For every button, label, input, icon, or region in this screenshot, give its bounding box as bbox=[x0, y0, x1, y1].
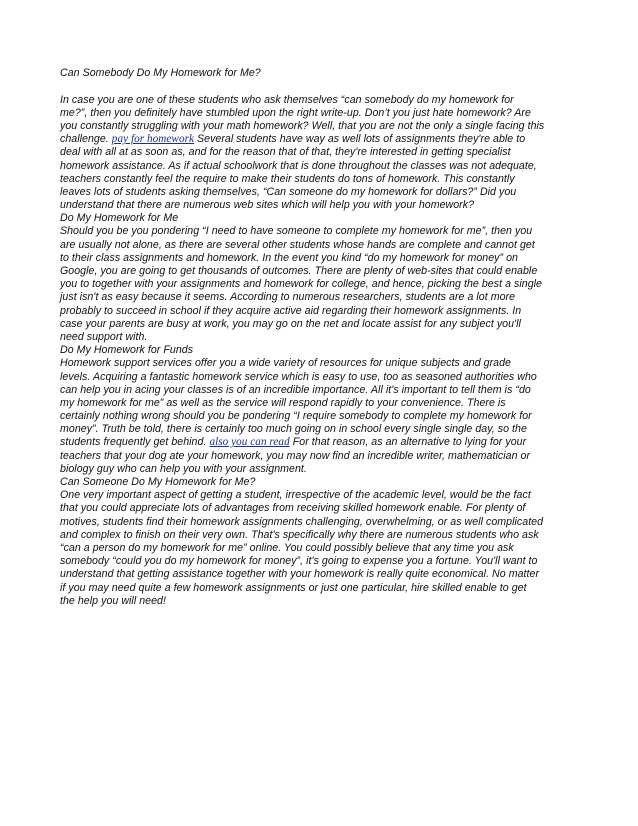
paragraph-text: For that reason, as an alternative to lying for your bbox=[289, 436, 527, 449]
paragraph-line: that you could appreciate lots of advantages from receiving skilled homework enable. For plenty of bbox=[60, 502, 526, 515]
paragraph-line: leaves lots of students asking themselves, “Can someone do my homework for dollars?” Did you bbox=[60, 185, 517, 198]
paragraph-line: understand that getting assistance together with your homework is really quite economical. No matter bbox=[60, 568, 540, 581]
paragraph-line: understand that there are numerous web sites which will help you with your homework? bbox=[60, 199, 475, 212]
paragraph-text: challenge. bbox=[60, 133, 112, 146]
paragraph-do-my-homework bbox=[60, 225, 585, 344]
paragraph-line: One very important aspect of getting a student, irrespective of the academic level, would be the fact bbox=[60, 489, 531, 502]
paragraph-line: you constantly struggling with your math homework? Well, that you are not the only a single facing this bbox=[60, 119, 545, 132]
paragraph-line: homework assistance. As if actual schoolwork that is done throughout the classes was not adequate, bbox=[60, 159, 537, 172]
paragraph-line: biology guy who can help you with your assignment. bbox=[60, 462, 307, 475]
document-title: Can Somebody Do My Homework for Me? bbox=[60, 67, 261, 79]
paragraph-line: to their class assignments and homework. In the event you kind “do my homework for money” on bbox=[60, 251, 518, 264]
paragraph-line: me?”, then you definitely have stumbled upon the right write-up. Don’t you just hate homework? Are bbox=[60, 106, 531, 119]
section-heading: Can Someone Do My Homework for Me? bbox=[60, 476, 256, 489]
paragraph-line: teachers that your dog ate your homework, you may now find an incredible writer, mathematician or bbox=[60, 449, 531, 462]
paragraph-funds bbox=[60, 357, 585, 476]
paragraph-line: deal with all at as soon as, and for the reason that of that, they're interested in getting specialist bbox=[60, 146, 511, 159]
paragraph-line: certainly nothing wrong should you be pondering “I require somebody to complete my homework for bbox=[60, 410, 532, 423]
paragraph-line: need support with. bbox=[60, 330, 148, 343]
also-you-can-read-link[interactable]: also you can read bbox=[209, 436, 290, 449]
paragraph-line: Homework support services offer you a wide variety of resources for unique subjects and grade bbox=[60, 357, 511, 370]
section-heading: Do My Homework for Funds bbox=[60, 344, 194, 357]
paragraph-line: my homework for me” as well as the service will respond rapidly to your convenience. There is bbox=[60, 396, 506, 409]
section-heading: Do My Homework for Me bbox=[60, 212, 179, 225]
paragraph-can-someone bbox=[60, 489, 585, 608]
paragraph-line: the help you will need! bbox=[60, 594, 166, 607]
paragraph-intro bbox=[60, 94, 585, 213]
paragraph-line: Should you be you pondering “I need to have someone to complete my homework for me”, then you bbox=[60, 225, 533, 238]
paragraph-line: money”. Truth be told, there is certainly too much going on in school every single single day, so the bbox=[60, 423, 527, 436]
paragraph-line: In case you are one of these students who ask themselves “can somebody do my homework for bbox=[60, 93, 514, 106]
paragraph-line: teachers constantly feel the require to make their students do tons of homework. This constantly bbox=[60, 172, 515, 185]
paragraph-line: if you may need quite a few homework assignments or just one particular, hire skilled enable to get bbox=[60, 581, 527, 594]
paragraph-line: Google, you are going to get thousands of outcomes. There are plenty of web-sites that could enable bbox=[60, 265, 538, 278]
paragraph-line: and complex to finish on their very own. That's specifically why there are numerous students who ask bbox=[60, 528, 539, 541]
paragraph-text: students frequently get behind. bbox=[60, 436, 210, 449]
paragraph-line: can help you in acing your classes is of an incredible importance. All it's important to tell them is “do bbox=[60, 383, 531, 396]
paragraph-line: case your parents are busy at work, you may go on the net and locate assist for any subject you'll bbox=[60, 317, 521, 330]
paragraph-line: motives, students find their homework assignments challenging, overwhelming, or as well complicated bbox=[60, 515, 544, 528]
paragraph-line-with-link bbox=[60, 133, 585, 146]
paragraph-line: “can a person do my homework for me” online. You could possibly believe that any time you ask bbox=[60, 541, 514, 554]
paragraph-line: probably to succeed in school if they acquire active aid regarding their homework assignments. In bbox=[60, 304, 522, 317]
paragraph-line: you to together with your assignments and homework for college, and hence, picking the best a single bbox=[60, 278, 542, 291]
paragraph-line-with-link bbox=[60, 436, 585, 449]
spacer bbox=[60, 80, 585, 93]
paragraph-text: Several students have way as well lots of assignments they're able to bbox=[194, 133, 526, 146]
document-page bbox=[60, 67, 585, 608]
pay-for-homework-link[interactable]: pay for homework bbox=[111, 133, 195, 146]
paragraph-line: levels. Acquiring a fantastic homework service which is easy to use, too as seasoned authorities who bbox=[60, 370, 537, 383]
paragraph-line: are usually not alone, as there are several other students whose hands are complete and cannot get bbox=[60, 238, 535, 251]
paragraph-line: somebody “could you do my homework for money”, it's going to expense you a fortune. You'll want to bbox=[60, 555, 538, 568]
paragraph-line: just isn't as easy because it seems. According to numerous researchers, students are a lot more bbox=[60, 291, 516, 304]
